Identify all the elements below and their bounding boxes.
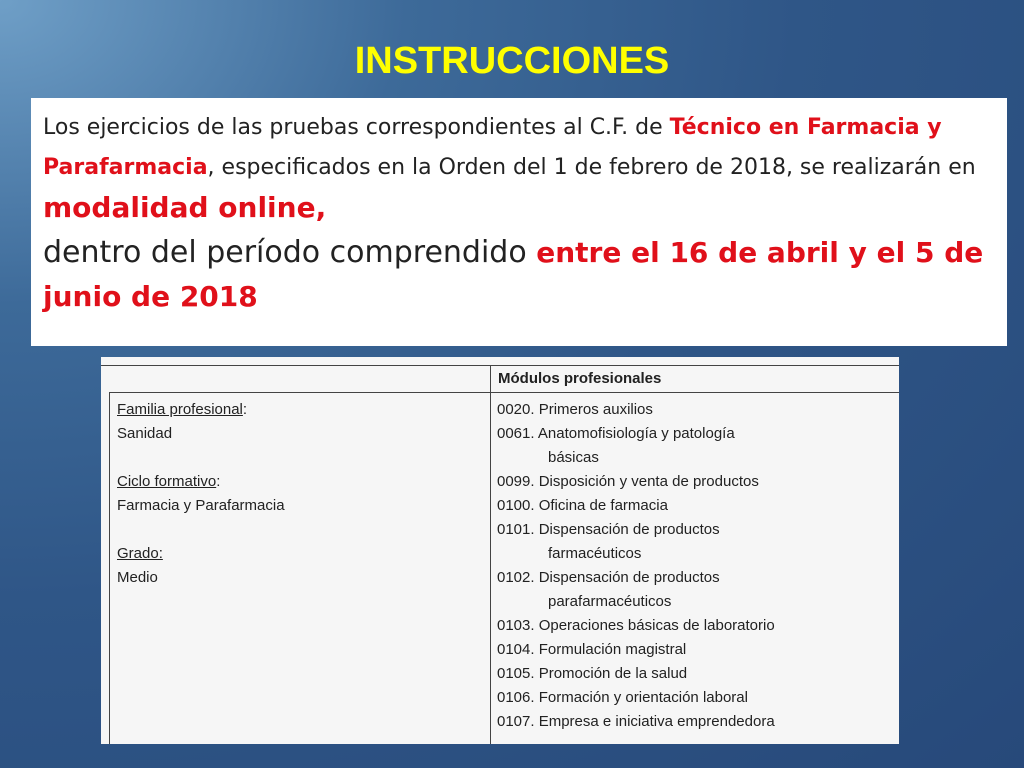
intro-text-c: , especificados en la Orden del 1 de febrero de 2018, se realizarán en bbox=[207, 155, 976, 180]
grado-value: Medio bbox=[117, 569, 158, 586]
familia-value: Sanidad bbox=[117, 425, 173, 442]
ciclo-value: Farmacia y Parafarmacia bbox=[117, 497, 285, 514]
module-item-continuation: farmacéuticos bbox=[548, 545, 642, 562]
instructions-box bbox=[31, 98, 1007, 346]
module-item: 0102. Dispensación de productos bbox=[497, 569, 720, 586]
module-item: 0099. Disposición y venta de productos bbox=[497, 473, 759, 490]
course-info-column bbox=[117, 398, 285, 590]
column-divider bbox=[490, 365, 491, 744]
header-bottom-border bbox=[490, 392, 899, 393]
modules-list bbox=[497, 398, 775, 734]
intro-paragraph bbox=[43, 108, 995, 231]
slide-title: INSTRUCCIONES bbox=[354, 40, 670, 82]
module-item: 0107. Empresa e iniciativa emprendedora bbox=[497, 713, 775, 730]
left-border bbox=[109, 392, 110, 744]
familia-label-row bbox=[117, 398, 285, 422]
ciclo-label-row bbox=[117, 470, 285, 494]
familia-label: Familia profesional bbox=[117, 401, 243, 418]
course-name: Técnico en Farmacia y Parafarmacia bbox=[43, 115, 942, 180]
table-top-border bbox=[101, 365, 899, 366]
module-item: 0061. Anatomofisiología y patología bbox=[497, 425, 735, 442]
module-item: 0104. Formulación magistral bbox=[497, 641, 687, 658]
module-item: 0101. Dispensación de productos bbox=[497, 521, 720, 538]
familia-colon: : bbox=[242, 401, 248, 418]
modality-highlight: modalidad online, bbox=[43, 191, 327, 224]
grado-label: Grado: bbox=[117, 545, 163, 562]
module-item: 0105. Promoción de la salud bbox=[497, 665, 688, 682]
period-paragraph bbox=[43, 231, 995, 319]
intro-text-a: Los ejercicios de las pruebas correspondientes al C.F. de bbox=[43, 115, 670, 140]
ciclo-label: Ciclo formativo bbox=[117, 473, 217, 490]
module-item: 0100. Oficina de farmacia bbox=[497, 497, 668, 514]
modules-header: Módulos profesionales bbox=[498, 370, 662, 387]
period-text: dentro del período comprendido bbox=[43, 235, 537, 270]
left-top-border bbox=[109, 392, 490, 393]
module-item: 0103. Operaciones básicas de laboratorio bbox=[497, 617, 775, 634]
module-item-continuation: parafarmacéuticos bbox=[548, 593, 672, 610]
period-dates: entre el 16 de abril y el 5 de junio de 2018 bbox=[43, 236, 984, 313]
modules-table bbox=[101, 357, 899, 744]
ciclo-colon: : bbox=[216, 473, 221, 490]
module-item: 0020. Primeros auxilios bbox=[497, 401, 653, 418]
module-item-continuation: básicas bbox=[548, 449, 599, 466]
module-item: 0106. Formación y orientación laboral bbox=[497, 689, 748, 706]
